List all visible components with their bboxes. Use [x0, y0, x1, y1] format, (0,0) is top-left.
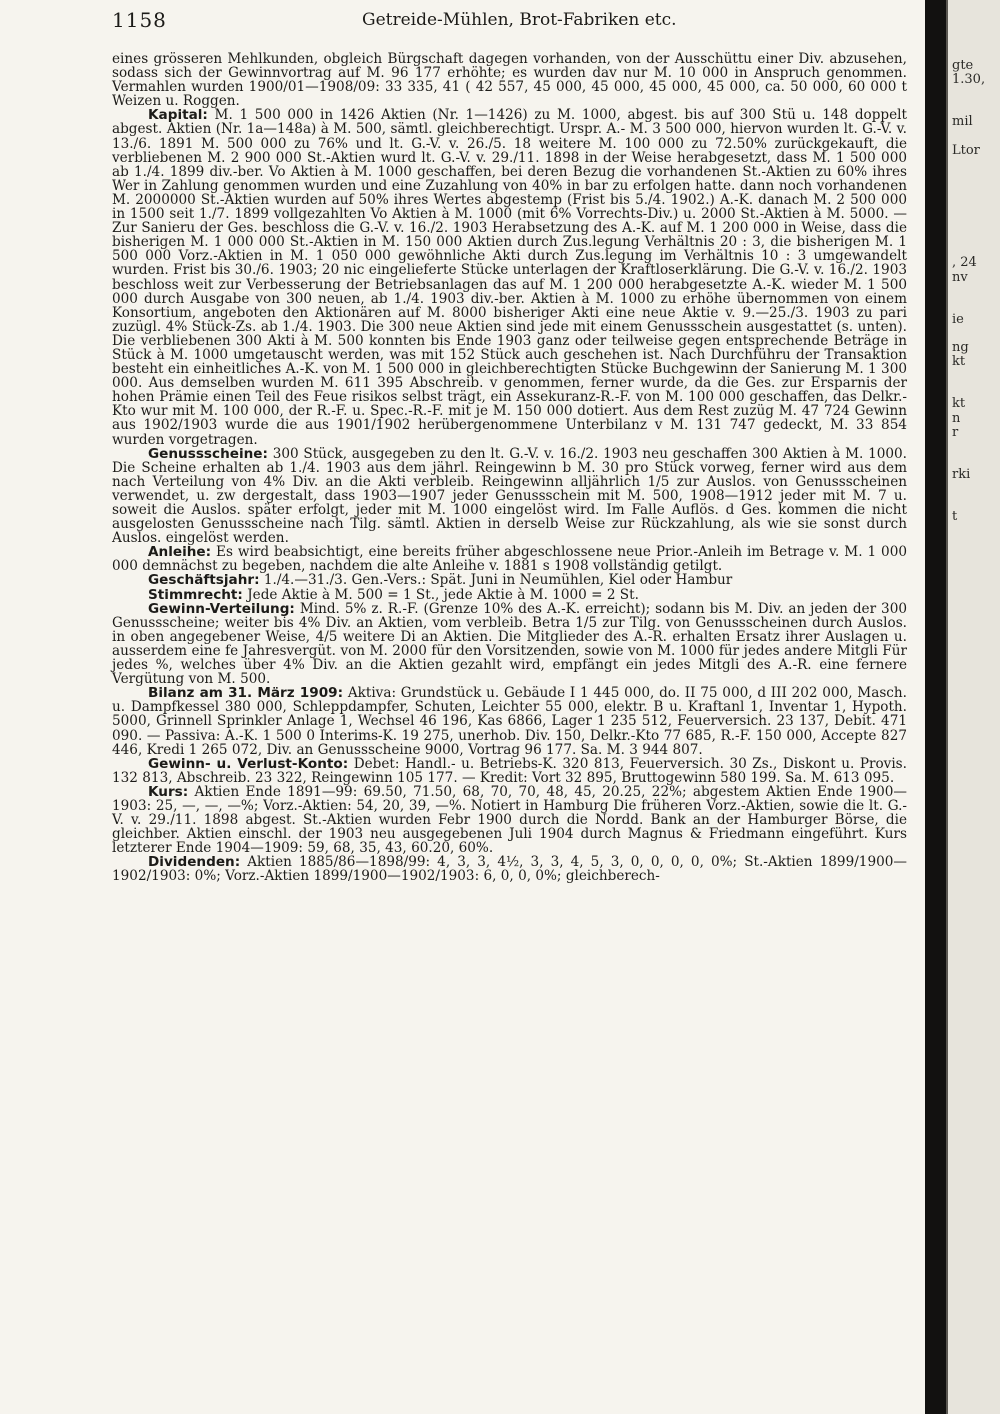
section-text: Es wird beabsichtigt, eine bereits früher abgeschlossene neue Prior.-Anleih im Betrage v. M. 1 000 000 demnächst zu begeben, nachdem die alte Anleihe v. 1881 s 1908 vollständig getilgt. [112, 544, 907, 575]
section-geschaeftsjahr [112, 573, 907, 587]
adjacent-page-fragment: kt [952, 396, 966, 412]
section-label: Stimmrecht: [148, 586, 243, 603]
section-bilanz [112, 686, 907, 756]
section-text: Debet: Handl.- u. Betriebs-K. 320 813, Feuerversich. 30 Zs., Diskont u. Provis. 132 813, Abschreib. 23 322, Reingewinn 105 177. — Kredit: Vort 32 895, Bruttogewinn 580 199. Sa. M. 613 095. [112, 755, 907, 786]
section-stimmrecht [112, 588, 907, 602]
section-genussscheine [112, 447, 907, 546]
section-text: Mind. 5% z. R.-F. (Grenze 10% des A.-K. erreicht); sodann bis M. Div. an jeden der 300 Genussscheine; weiter bis 4% Div. an Aktien, vom verbleib. Betra 1/5 zur Tilg. von Genussscheinen durch Auslos. in oben angegebener Weise, 4/5 weitere Di an Aktien. Die Mitglieder des A.-R. erhalten Ersatz ihrer Auslagen u. ausserdem eine fe Jahresvergüt. von M. 2000 für den Vorsitzenden, sowie von M. 1000 für jedes andere Mitgli Für jedes %, welches über 4% Div. an die Aktien gezahlt wird, empfängt ein jedes Mitgli des A.-R. eine fernere Vergütung von M. 500. [112, 600, 907, 688]
section-text: Jede Aktie à M. 500 = 1 St., jede Aktie à M. 1000 = 2 St. [247, 586, 639, 603]
adjacent-page-fragment: r [952, 424, 959, 440]
adjacent-page-fragment: nv [952, 269, 968, 285]
section-label: Kapital: [148, 107, 208, 124]
section-kapital [112, 108, 907, 446]
adjacent-page-fragment: Ltor [952, 142, 980, 158]
section-label: Gewinn- u. Verlust-Konto: [148, 755, 349, 772]
section-anleihe [112, 545, 907, 573]
adjacent-page-strip [948, 0, 1000, 1414]
section-text: 300 Stück, ausgegeben zu den lt. G.-V. v. 16./2. 1903 neu geschaffen 300 Aktien à M. 1000. Die Scheine erhalten ab 1./4. 1903 aus dem jährl. Reingewinn b M. 30 pro Stück vorweg, ferner wird aus dem nach Verteilung von 4% Div. an die Akti verbleib. Reingewinn alljährlich 1/5 zur Auslos. von Genussscheinen verwendet, u. zw dergestalt, dass 1903—1907 jeder Genussschein mit M. 500, 1908—1912 jeder mit M. 7 u. soweit die Auslos. später erfolgt, jeder mit M. 1000 eingelöst wird. Im Falle Auflös. d Ges. kommen die nicht ausgelosten Genussscheine nach Tilg. sämtl. Aktien in derselb Weise zur Rückzahlung, als wie sie sonst durch Auslos. eingelöst werden. [112, 445, 907, 547]
section-gewinn-verlust-konto [112, 757, 907, 785]
adjacent-page-fragment: ng [952, 340, 969, 355]
section-text: Aktiva: Grundstück u. Gebäude I 1 445 000, do. II 75 000, d III 202 000, Masch. u. Dampfkessel 380 000, Schleppdampfer, Schuten, Leichter 55 000, elektr. B u. Kraftanl 1, Inventar 1, Hypoth. 5000, Grinnell Sprinkler Anlage 1, Wechsel 46 196, Kas 6866, Lager 1 235 512, Feuerversich. 23 137, Debit. 471 090. — Passiva: A.-K. 1 500 0 Interims-K. 19 275, unerhob. Div. 150, Delkr.-Kto 77 685, R.-F. 150 000, Accepte 827 446, Kredi 1 265 072, Div. an Genussscheine 9000, Vortrag 96 177. Sa. M. 3 944 807. [112, 685, 907, 758]
running-title: Getreide-Mühlen, Brot-Fabriken etc. [362, 10, 677, 30]
section-label: Dividenden: [148, 854, 241, 871]
section-dividenden [112, 855, 907, 883]
section-label: Bilanz am 31. März 1909: [148, 685, 344, 702]
section-kurs [112, 785, 907, 855]
paragraph-text: eines grösseren Mehlkunden, obgleich Bürgschaft dagegen vorhanden, von der Ausschüttu einer Div. abzusehen, sodass sich der Gewinnvortrag auf M. 96 177 erhöhte; es wurden dav nur M. 10 000 in Anspruch genommen. Vermahlen wurden 1900/01—1908/09: 33 335, 41 ( 42 557, 45 000, 45 000, 45 000, 45 000, ca. 50 000, 60 000 t Weizen u. Roggen. [112, 51, 907, 110]
section-label: Genussscheine: [148, 445, 268, 462]
adjacent-page-fragment: , 24 [952, 255, 977, 271]
page-number: 1158 [112, 8, 167, 32]
adjacent-page-fragment: rki [952, 466, 971, 482]
section-label: Geschäftsjahr: [148, 572, 260, 589]
section-label: Kurs: [148, 783, 189, 800]
paragraph-intro [112, 52, 907, 108]
section-text: 1./4.—31./3. Gen.-Vers.: Spät. Juni in Neumühlen, Kiel oder Hambur [263, 572, 733, 589]
adjacent-page-fragment: mil [952, 114, 973, 130]
section-text: M. 1 500 000 in 1426 Aktien (Nr. 1—1426) zu M. 1000, abgest. bis auf 300 Stü u. 148 doppelt abgest. Aktien (Nr. 1a—148a) à M. 500, sämtl. gleichberechtigt. Urspr. A.- M. 3 500 000, hiervon wurden lt. G.-V. v. 13./6. 1891 M. 500 000 zu 76% und lt. G.-V. v. 26./5. 18 weitere M. 100 000 zu 72.50% zurückgekauft, die verbliebenen M. 2 900 000 St.-Aktien wurd lt. G.-V. v. 29./11. 1898 in der Weise herabgesetzt, dass M. 1 500 000 ab 1./4. 1899 div.-ber. Vo Aktien à M. 1000 geschaffen, bei deren Bezug die vorhandenen St.-Aktien zu 60% ihres Wer in Zahlung genommen wurden und eine Zuzahlung von 40% in bar zu erfolgen hatte. dann noch vorhandenen M. 2000000 St.-Aktien wurden auf 50% ihres Wertes abgestemp (Frist bis 5./4. 1902.) A.-K. danach M. 2 500 000 in 1500 seit 1./7. 1899 vollgezahlten Vo Aktien à M. 1000 (mit 6% Vorrechts-Div.) u. 2000 St.-Aktien à M. 5000. — Zur Sanieru der Ges. beschloss die G.-V. v. 16./2. 1903 Herabsetzung des A.-K. auf M. 1 200 000 in Weise, dass die bisherigen M. 1 000 000 St.-Aktien in M. 150 000 Aktien durch Zus.legung Verhältnis 20 : 3, die bisherigen M. 1 500 000 Vorz.-Aktien in M. 1 050 000 gewöhnliche Akti durch Zus.legung im Verhältnis 10 : 3 umgewandelt wurden. Frist bis 30./6. 1903; 20 nic eingelieferte Stücke unterlagen der Kraftloserklärung. Die G.-V. v. 16./2. 1903 beschloss weit zur Verbesserung der Betriebsanlagen das auf M. 1 200 000 herabgesetzte A.-K. wieder M. 1 500 000 durch Ausgabe von 300 neuen, ab 1./4. 1903 div.-ber. Aktien à M. 1000 zu erhöhe übernommen von einem Konsortium, angeboten den Aktionären auf M. 8000 bisheriger Akti eine neue Aktie v. 9.—25./3. 1903 zu pari zuzügl. 4% Stück-Zs. ab 1./4. 1903. Die 300 neue Aktien sind jede mit einem Genussschein ausgestattet (s. unten). Die verbliebenen 300 Akti à M. 500 konnten bis Ende 1903 ganz oder teilweise gegen entsprechende Beträge in Stück à M. 1000 umgetauscht werden, was mit 152 Stück auch geschehen ist. Nach Durchführu der Transaktion besteht ein einheitliches A.-K. von M. 1 500 000 in gleichberechtigten Stücke Buchgewinn der Sanierung M. 1 300 000. Aus demselben wurden M. 611 395 Abschreib. v genommen, ferner wurde, da die Ges. zur Ersparnis der hohen Prämie einen Teil des Feue risikos selbst trägt, ein Assekuranz-R.-F. von M. 100 000 geschaffen, das Delkr.-Kto wur mit M. 100 000, der R.-F. u. Spec.-R.-F. mit je M. 150 000 dotiert. Aus dem Rest zuzüg M. 47 724 Gewinn aus 1902/1903 wurde die aus 1901/1902 herübergenommene Unterbilanz v M. 131 747 gedeckt, M. 33 854 wurden vorgetragen. [112, 107, 907, 448]
adjacent-page-fragment: kt [952, 354, 966, 370]
adjacent-page-fragment: t [952, 509, 958, 525]
adjacent-page-fragment: ie [952, 311, 964, 327]
adjacent-page-fragment: n [952, 410, 961, 426]
adjacent-page-fragment: gte [952, 58, 974, 73]
section-text: Aktien 1885/86—1898/99: 4, 3, 3, 4½, 3, 3, 4, 5, 3, 0, 0, 0, 0, 0%; St.-Aktien 1899/1900—1902/1903: 0%; Vorz.-Aktien 1899/1900—1902/1903: 6, 0, 0, 0%; gleichberech- [112, 854, 907, 885]
section-gewinn-verteilung [112, 602, 907, 687]
adjacent-page-fragment: 1.30, [952, 72, 986, 88]
section-label: Gewinn-Verteilung: [148, 600, 295, 617]
book-spine-shadow [925, 0, 946, 1414]
page-header [112, 8, 912, 34]
section-label: Anleihe: [148, 544, 212, 561]
section-text: Aktien Ende 1891—99: 69.50, 71.50, 68, 70, 70, 48, 45, 20.25, 22%; abgestem Aktien Ende 1900—1903: 25, —, —, —%; Vorz.-Aktien: 54, 20, 39, —%. Notiert in Hamburg Die früheren Vorz.-Aktien, sowie die lt. G.-V. v. 29./11. 1898 abgest. St.-Aktien wurden Febr 1900 durch die Nordd. Bank an der Hamburger Börse, die gleichber. Aktien einschl. der 1903 neu ausgegebenen Juli 1904 durch Magnus & Friedmann eingeführt. Kurs letzterer Ende 1904—1909: 59, 68, 35, 43, 60.20, 60%. [112, 783, 907, 857]
body-text [112, 52, 907, 1352]
